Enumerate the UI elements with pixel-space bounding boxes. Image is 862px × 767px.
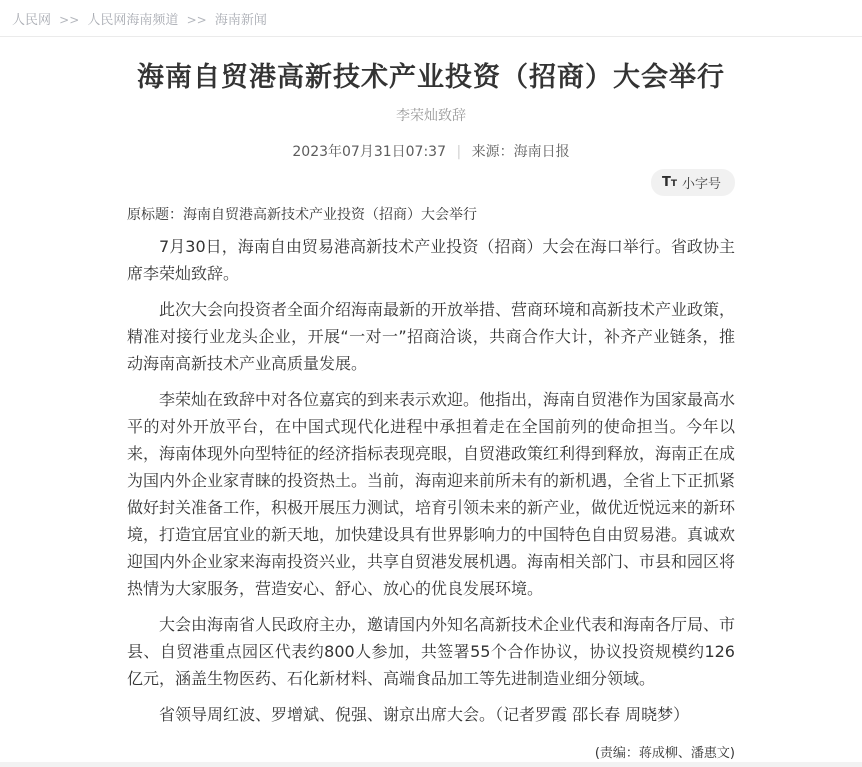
source-link[interactable]: 海南日报 — [513, 144, 570, 160]
breadcrumb-link-hainan-channel[interactable]: 人民网海南频道 — [87, 13, 179, 28]
article-paragraph: 此次大会向投资者全面介绍海南最新的开放举措、营商环境和高新技术产业政策，精准对接行业龙头企业，开展“一对一”招商洽谈，共商合作大计，补齐产业链条，推动海南高新技术产业高质量发展。 — [127, 300, 736, 373]
breadcrumb-separator: >> — [59, 13, 80, 27]
article-content — [127, 61, 735, 761]
source-label: 来源： — [471, 144, 514, 160]
original-title: 原标题：海南自贸港高新技术产业投资（招商）大会举行 — [127, 207, 477, 223]
breadcrumb-separator: >> — [186, 13, 207, 27]
footer-bar — [0, 762, 862, 767]
font-size-button[interactable] — [651, 169, 735, 196]
article-subtitle: 李荣灿致辞 — [396, 108, 466, 124]
breadcrumb — [0, 0, 862, 37]
font-size-label: 小字号 — [681, 177, 721, 192]
article-meta — [127, 141, 735, 161]
article-paragraph: 大会由海南省人民政府主办，邀请国内外知名高新技术企业代表和海南各厅局、市县、自贸港重点园区代表约800人参加，共签署55个合作协议，协议投资规模约126亿元，涵盖生物医药、石化新材料、高端食品加工等先进制造业细分领域。 — [127, 615, 736, 688]
font-size-icon: T T — [661, 175, 677, 190]
article-paragraph: 省领导周红波、罗增斌、倪强、谢京出席大会。（记者罗霞 邵长春 周晓梦） — [159, 705, 690, 724]
editor-note: (责编：蒋成柳、潘惠文) — [594, 746, 735, 761]
article-body — [127, 233, 735, 728]
publish-date: 2023年07月31日07:37 — [292, 144, 446, 160]
meta-separator: | — [456, 144, 462, 160]
article-paragraph: 李荣灿在致辞中对各位嘉宾的到来表示欢迎。他指出，海南自贸港作为国家最高水平的对外开放平台，在中国式现代化进程中承担着走在全国前列的使命担当。今年以来，海南体现外向型特征的经济指标表现亮眼，自贸港政策红利得到释放，海南正在成为国内外企业家青睐的投资热土。当前，海南迎来前所未有的新机遇，全省上下正抓紧做好封关准备工作，积极开展压力测试，培育引领未来的新产业，做优近悦远来的新环境，打造宜居宜业的新天地，加快建设具有世界影响力的中国特色自由贸易港。真诚欢迎国内外企业家来海南投资兴业，共享自贸港发展机遇。海南相关部门、市县和园区将热情为大家服务，营造安心、舒心、放心的优良发展环境。 — [127, 390, 736, 598]
page-title: 海南自贸港高新技术产业投资（招商）大会举行 — [137, 62, 725, 93]
breadcrumb-link-peoples-net[interactable]: 人民网 — [12, 13, 52, 28]
article-toolbar — [127, 169, 735, 196]
breadcrumb-link-hainan-news[interactable]: 海南新闻 — [214, 13, 267, 28]
article-paragraph: 7月30日，海南自由贸易港高新技术产业投资（招商）大会在海口举行。省政协主席李荣灿致辞。 — [127, 237, 735, 283]
